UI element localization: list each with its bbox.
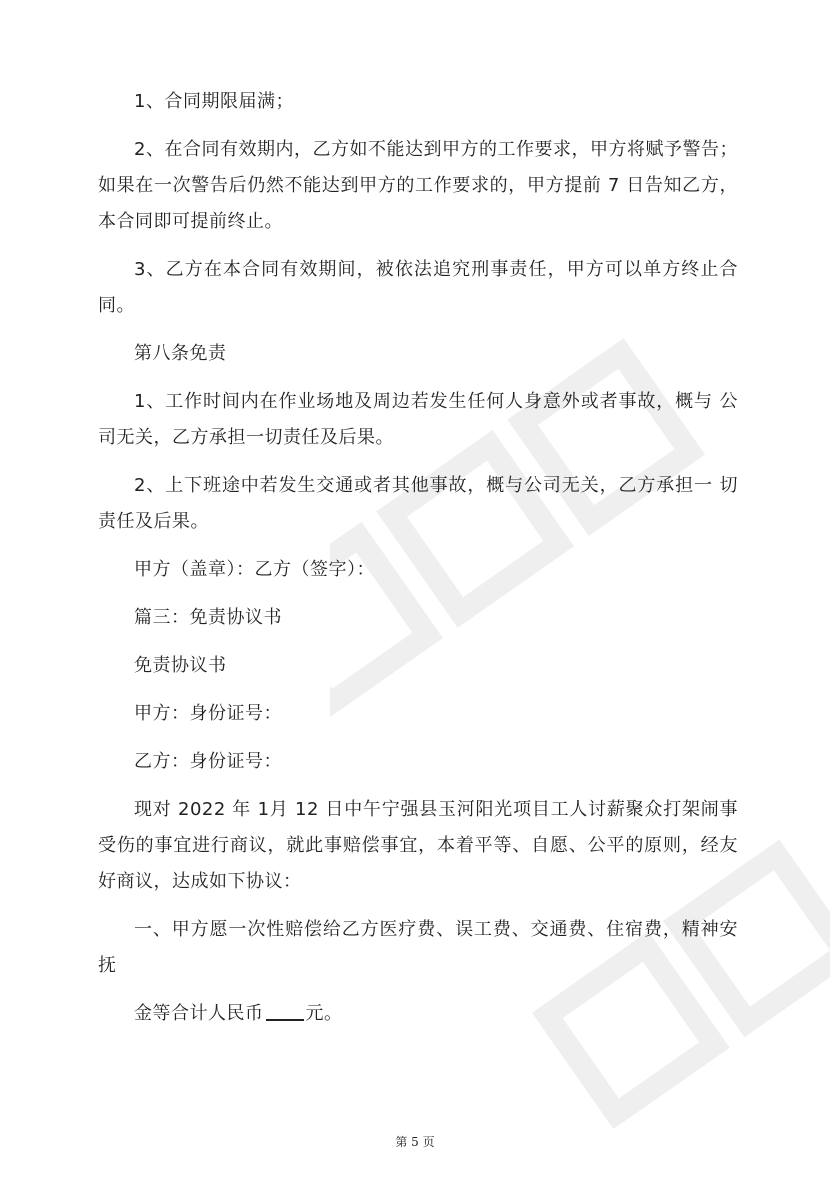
amount-unit: 元。 bbox=[305, 1003, 343, 1024]
agreement-preamble: 现对 2022 年 1月 12 日中午宁强县玉河阳光项目工人讨薪聚众打架闹事受伤的事宜进行商议，就此事赔偿事宜，本着平等、自愿、公平的原则，经友好商议，达成如下协议： bbox=[98, 799, 738, 892]
clause-warning-termination: 2、在合同有效期内，乙方如不能达到甲方的工作要求，甲方将赋予警告；如果在一次警告后仍然不能达到甲方的工作要求的，甲方提前 7 日告知乙方，本合同即可提前终止。 bbox=[98, 139, 738, 232]
clause-commute-liability: 2、上下班途中若发生交通或者其他事故，概与公司无关，乙方承担一 切责任及后果。 bbox=[98, 475, 738, 532]
party-a-line: 甲方：身份证号： bbox=[134, 703, 282, 724]
amount-blank bbox=[266, 1001, 304, 1021]
agreement-title: 免责协议书 bbox=[134, 655, 227, 676]
compensation-clause: 一、甲方愿一次性赔偿给乙方医疗费、误工费、交通费、住宿费，精神安抚 bbox=[98, 919, 738, 976]
party-b-line: 乙方：身份证号： bbox=[134, 751, 282, 772]
clause-criminal-termination: 3、乙方在本合同有效期间，被依法追究刑事责任，甲方可以单方终止合同。 bbox=[98, 259, 738, 316]
signature-line: 甲方（盖章）：乙方（签字）： bbox=[134, 559, 375, 580]
document-body bbox=[98, 84, 738, 1044]
page-number: 第 5 页 bbox=[395, 1135, 435, 1149]
section-heading-article-8: 第八条免责 bbox=[134, 343, 227, 364]
amount-label: 金等合计人民币 bbox=[134, 1003, 264, 1024]
clause-term-expiry: 1、合同期限届满； bbox=[134, 91, 294, 112]
compensation-amount-line bbox=[98, 996, 738, 1032]
part-three-title: 篇三：免责协议书 bbox=[134, 607, 282, 628]
clause-worksite-liability: 1、工作时间内在作业场地及周边若发生任何人身意外或者事故，概与 公司无关，乙方承担一切责任及后果。 bbox=[98, 391, 738, 448]
